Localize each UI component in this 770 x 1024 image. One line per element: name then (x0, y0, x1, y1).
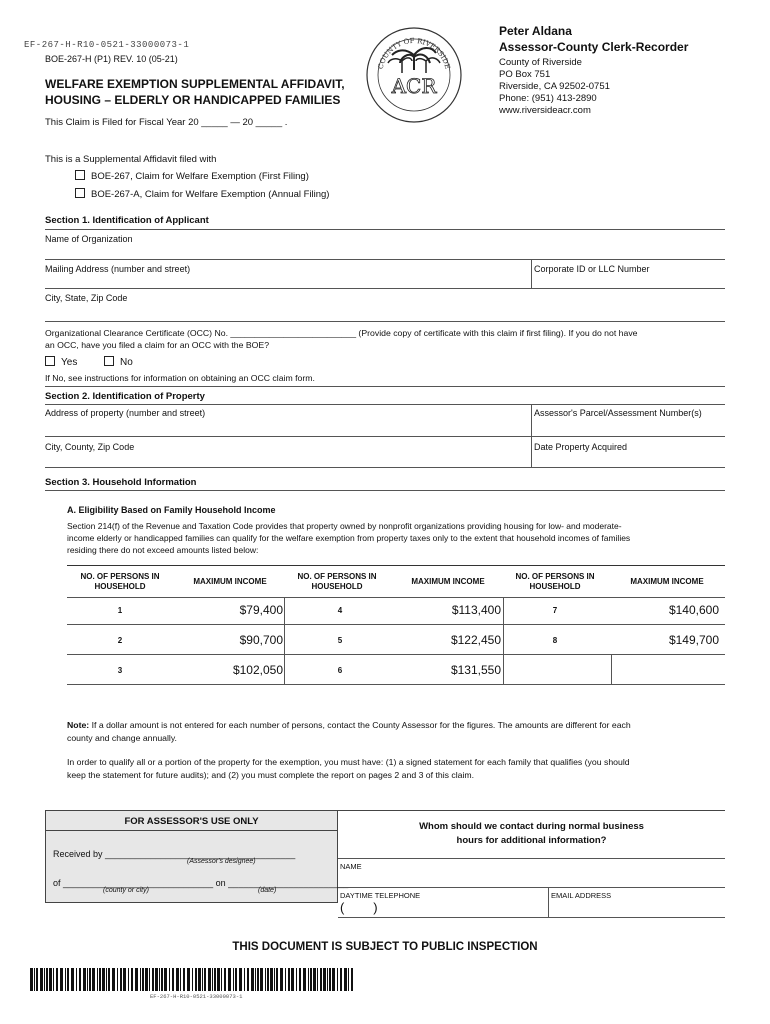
barcode-bar (123, 968, 126, 991)
option-boe-267[interactable] (75, 170, 309, 182)
income-cell: $113,400 (451, 603, 501, 617)
divider (45, 436, 725, 437)
barcode-bar (267, 968, 269, 991)
persons-cell: 7 (552, 606, 558, 615)
barcode-bar (251, 968, 254, 991)
barcode-bar (36, 968, 38, 991)
assessor-city: Riverside, CA 92502-0751 (499, 81, 610, 92)
section3-heading: Section 3. Household Information (45, 477, 197, 488)
qualify-line-2: keep the statement for future audits); and (2) you must complete the report on pages 2 and 3 of this claim. (67, 770, 475, 780)
col-header-persons-3: NO. OF PERSONS IN HOUSEHOLD (515, 572, 595, 591)
occ-line-1: Organizational Clearance Certificate (OCC) No. __________________________ (Provide copy of certificate with this claim if first filing). If you do not have (45, 328, 638, 338)
divider (67, 684, 725, 685)
barcode-bar (212, 968, 213, 991)
section2-heading: Section 2. Identification of Property (45, 391, 205, 402)
barcode-bar (97, 968, 98, 991)
barcode-bar (145, 968, 148, 991)
barcode-bar (235, 968, 237, 991)
barcode-bar (247, 968, 249, 991)
divider (548, 887, 549, 917)
divider (67, 624, 725, 625)
divider (45, 404, 725, 405)
corporate-id-field[interactable]: Corporate ID or LLC Number (534, 264, 650, 274)
yes-label: Yes (61, 357, 78, 368)
divider (338, 858, 725, 859)
barcode-bar (183, 968, 185, 991)
barcode-bar (208, 968, 211, 991)
barcode-bar (89, 968, 91, 991)
barcode-bar (172, 968, 174, 991)
date-caption: (date) (258, 887, 277, 894)
contact-question-1: Whom should we contact during normal business (419, 821, 644, 832)
barcode-bar (142, 968, 144, 991)
barcode-bar (288, 968, 290, 991)
barcode-bar (83, 968, 86, 991)
divider (338, 917, 725, 918)
barcode-bar (99, 968, 101, 991)
col-header-income-3: MAXIMUM INCOME (630, 577, 704, 586)
property-address-field[interactable]: Address of property (number and street) (45, 408, 206, 418)
barcode-bar (291, 968, 294, 991)
persons-cell: 5 (337, 636, 343, 645)
barcode-bar (233, 968, 234, 991)
checkbox-boe-267[interactable] (75, 170, 85, 180)
barcode-bar (30, 968, 33, 991)
barcode-bar (102, 968, 105, 991)
barcode-bar (344, 968, 347, 991)
checkbox-yes[interactable] (45, 356, 55, 366)
qualify-line-1: In order to qualify all or a portion of the property for the exemption, you must have: (1) a signed statement for each family that qualifies (you should (67, 757, 630, 767)
eligibility-para-2: income elderly or handicapped families can qualify for the welfare exemption from property taxes only to the extent that household incomes of families (67, 533, 631, 543)
barcode-bar (161, 968, 163, 991)
barcode-bar (340, 968, 342, 991)
barcode-bar (65, 968, 66, 991)
barcode-bar (285, 968, 286, 991)
received-by-field[interactable]: Received by ______________________________________ (53, 849, 296, 859)
divider (531, 259, 532, 288)
barcode-bar (67, 968, 69, 991)
barcode-bar (204, 968, 206, 991)
barcode-bar (337, 968, 338, 991)
assessor-title: Assessor-County Clerk-Recorder (499, 40, 689, 54)
daytime-phone-field[interactable]: DAYTIME TELEPHONE (340, 891, 421, 900)
persons-cell: 2 (117, 636, 123, 645)
barcode-bar (255, 968, 256, 991)
barcode-bar (76, 968, 77, 991)
divider (45, 288, 725, 289)
barcode-bar (202, 968, 203, 991)
barcode-bar (176, 968, 179, 991)
barcode-bar (56, 968, 58, 991)
income-cell: $79,400 (239, 603, 283, 617)
barcode-bar (71, 968, 74, 991)
barcode-bar (192, 968, 193, 991)
checkbox-no[interactable] (104, 356, 114, 366)
contact-name-field[interactable]: NAME (340, 862, 362, 871)
barcode-bar (228, 968, 231, 991)
barcode-bar (327, 968, 328, 991)
col-header-income-1: MAXIMUM INCOME (193, 577, 267, 586)
barcode-bar (79, 968, 81, 991)
form-title-2: HOUSING – ELDERLY OR HANDICAPPED FAMILIES (45, 93, 341, 107)
note-line-2: county and change annually. (67, 733, 177, 743)
form-title-1: WELFARE EXEMPTION SUPPLEMENTAL AFFIDAVIT, (45, 77, 345, 91)
barcode-bar (152, 968, 154, 991)
mailing-address-field[interactable]: Mailing Address (number and street) (45, 264, 191, 274)
persons-cell: 1 (117, 606, 123, 615)
contact-question-2: hours for additional information? (456, 835, 607, 846)
barcode-bar (108, 968, 110, 991)
barcode-bar (117, 968, 118, 991)
eligibility-para-1: Section 214(f) of the Revenue and Taxation Code provides that property owned by nonprofit organizations providing housing for low- and moderate- (67, 521, 622, 531)
form-rev: BOE-267-H (P1) REV. 10 (05-21) (45, 54, 178, 64)
divider (45, 490, 725, 491)
barcode-bar (180, 968, 181, 991)
barcode-bar (351, 968, 353, 991)
divider (338, 810, 725, 811)
no-label: No (120, 357, 133, 368)
barcode-bar (46, 968, 48, 991)
barcode-bar (112, 968, 115, 991)
barcode-bar (274, 968, 275, 991)
eligibility-para-3: residing there do not exceed amounts listed below: (67, 545, 259, 555)
divider (67, 565, 725, 566)
of-on-field[interactable]: of ______________________________ on ________________________ (53, 878, 349, 888)
form-id: EF-267-H-R10-0521-33000073-1 (24, 40, 190, 50)
barcode-bar (308, 968, 309, 991)
barcode-bar (149, 968, 150, 991)
income-cell: $102,050 (232, 663, 283, 677)
barcode-bar (53, 968, 54, 991)
barcode-bar (270, 968, 273, 991)
persons-cell: 4 (337, 606, 343, 615)
eligibility-subheading: A. Eligibility Based on Family Household Income (67, 505, 276, 515)
barcode-bar (164, 968, 167, 991)
income-cell: $122,450 (450, 633, 501, 647)
barcode-bar (195, 968, 197, 991)
divider (503, 597, 504, 684)
occ-no-option[interactable] (104, 356, 133, 368)
barcode-bar (260, 968, 263, 991)
divider (67, 654, 725, 655)
barcode-bar (323, 968, 326, 991)
col-header-persons-2: NO. OF PERSONS IN HOUSEHOLD (297, 572, 377, 591)
barcode-bar (310, 968, 312, 991)
barcode-bar (87, 968, 88, 991)
barcode-bar (120, 968, 122, 991)
svg-text:COUNTY OF RIVERSIDE: COUNTY OF RIVERSIDE (376, 36, 452, 71)
barcode-bar (221, 968, 222, 991)
barcode-bar (140, 968, 141, 991)
property-city-field[interactable]: City, County, Zip Code (45, 442, 135, 452)
barcode-bar (34, 968, 35, 991)
assessor-use-title: FOR ASSESSOR'S USE ONLY (124, 816, 259, 827)
barcode-bar (49, 968, 52, 991)
designee-caption: (Assessor's designee) (187, 858, 256, 865)
barcode-bar (169, 968, 170, 991)
barcode-bar (128, 968, 129, 991)
parcel-number-field[interactable]: Assessor's Parcel/Assessment Number(s) (534, 408, 702, 418)
barcode-bar (265, 968, 266, 991)
barcode-bar (317, 968, 318, 991)
barcode-bar (214, 968, 216, 991)
option-boe-267-label: BOE-267, Claim for Welfare Exemption (First Filing) (91, 171, 309, 182)
persons-cell: 3 (117, 666, 123, 675)
county-city-caption: (county or city) (103, 887, 149, 894)
barcode-bar (280, 968, 283, 991)
divider (45, 467, 725, 468)
divider (45, 386, 725, 387)
divider (611, 654, 612, 684)
persons-cell: 6 (337, 666, 343, 675)
barcode-bar (131, 968, 133, 991)
org-name-field[interactable]: Name of Organization (45, 234, 133, 244)
barcode-bar (187, 968, 190, 991)
svg-text:ACR: ACR (391, 74, 437, 98)
income-cell: $131,550 (450, 663, 501, 677)
divider (45, 830, 338, 831)
option-boe-267a[interactable] (75, 188, 329, 200)
barcode (30, 968, 355, 991)
barcode-bar (313, 968, 316, 991)
divider (45, 259, 725, 260)
public-inspection-notice: THIS DOCUMENT IS SUBJECT TO PUBLIC INSPECTION (232, 941, 538, 953)
barcode-bar (303, 968, 306, 991)
barcode-bar (135, 968, 138, 991)
col-header-persons-1: NO. OF PERSONS IN HOUSEHOLD (80, 572, 160, 591)
supplemental-intro: This is a Supplemental Affidavit filed with (45, 154, 217, 165)
assessor-phone: Phone: (951) 413-2890 (499, 93, 597, 104)
col-header-income-2: MAXIMUM INCOME (411, 577, 485, 586)
income-cell: $140,600 (668, 603, 719, 617)
divider (338, 887, 725, 888)
barcode-bar (244, 968, 245, 991)
persons-cell: 8 (552, 636, 558, 645)
income-cell: $90,700 (239, 633, 283, 647)
city-state-zip-field[interactable]: City, State, Zip Code (45, 293, 128, 303)
divider (45, 321, 725, 322)
divider (45, 229, 725, 230)
assessor-county: County of Riverside (499, 57, 582, 68)
barcode-bar (60, 968, 63, 991)
income-cell: $149,700 (668, 633, 719, 647)
fiscal-year-line: This Claim is Filed for Fiscal Year 20 _____ — 20 _____ . (45, 117, 288, 128)
barcode-caption: EF-267-H-R10-0521-33000073-1 (150, 993, 243, 1000)
barcode-bar (320, 968, 322, 991)
barcode-bar (299, 968, 301, 991)
occ-yes-option[interactable] (45, 356, 77, 368)
option-boe-267a-label: BOE-267-A, Claim for Welfare Exemption (Annual Filing) (91, 189, 330, 200)
barcode-bar (348, 968, 349, 991)
email-address-field[interactable]: EMAIL ADDRESS (551, 891, 612, 900)
checkbox-boe-267a[interactable] (75, 188, 85, 198)
barcode-bar (296, 968, 297, 991)
occ-line-2: an OCC, have you filed a claim for an OCC with the BOE? (45, 340, 270, 350)
barcode-bar (198, 968, 201, 991)
section1-heading: Section 1. Identification of Applicant (45, 215, 209, 226)
barcode-bar (332, 968, 335, 991)
date-acquired-field[interactable]: Date Property Acquired (534, 442, 628, 452)
barcode-bar (155, 968, 158, 991)
divider (67, 597, 725, 598)
county-seal-logo (364, 25, 464, 125)
barcode-bar (40, 968, 43, 991)
barcode-bar (329, 968, 331, 991)
barcode-bar (257, 968, 259, 991)
assessor-box: PO Box 751 (499, 69, 551, 80)
barcode-bar (239, 968, 242, 991)
barcode-bar (92, 968, 95, 991)
occ-instructions: If No, see instructions for information on obtaining an OCC claim form. (45, 373, 315, 383)
divider (284, 597, 285, 684)
assessor-website[interactable]: www.riversideacr.com (499, 105, 591, 116)
barcode-bar (224, 968, 226, 991)
note-line-1: Note: If a dollar amount is not entered for each number of persons, contact the County Assessor for the figures. The amounts are different for each (67, 720, 631, 730)
barcode-bar (217, 968, 220, 991)
barcode-bar (44, 968, 45, 991)
barcode-bar (276, 968, 278, 991)
phone-parens: ( ) (340, 900, 378, 915)
barcode-bar (159, 968, 160, 991)
barcode-bar (106, 968, 107, 991)
assessor-name: Peter Aldana (499, 24, 572, 38)
